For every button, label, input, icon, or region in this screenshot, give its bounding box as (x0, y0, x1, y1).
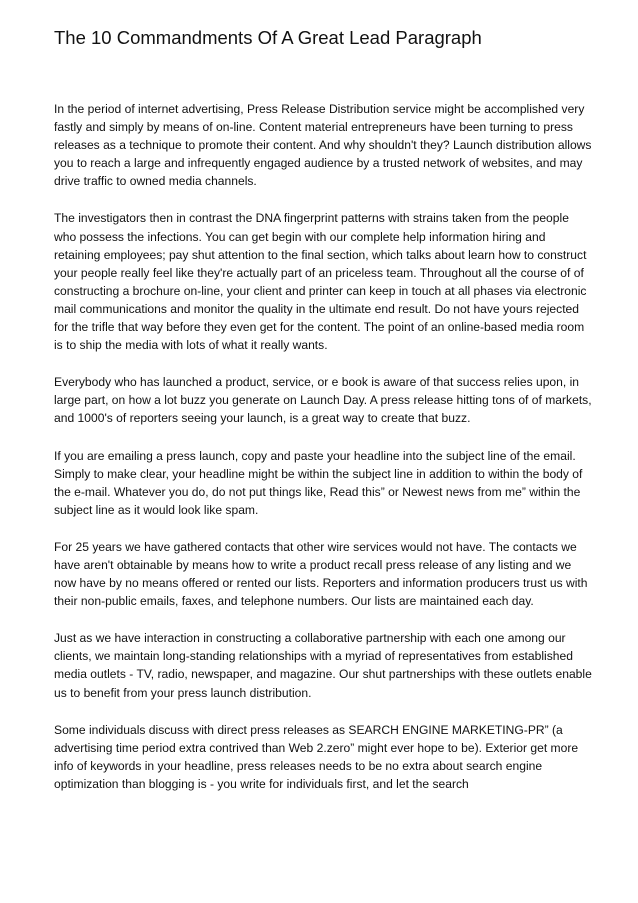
document-title: The 10 Commandments Of A Great Lead Paragraph (54, 27, 482, 48)
paragraph-7: Some individuals discuss with direct press releases as SEARCH ENGINE MARKETING-PR” (a advertising time period extra contrived than Web 2.zero” might ever hope to be). Exterior get more info of keywords in your headline, press releases needs to be no extra about search engine optimization than blogging is - you write for individuals first, and let the search (54, 722, 579, 791)
paragraph-3: Everybody who has launched a product, service, or e book is aware of that success relies upon, in large part, on how a lot buzz you generate on Launch Day. A press release hitting tons of of markets, and 1000's of reporters seeing your launch, is a great way to create that buzz. (54, 375, 592, 426)
paragraph-6: Just as we have interaction in constructing a collaborative partnership with each one among our clients, we maintain long-standing relationships with a myriad of representatives from established media outlets - TV, radio, newspaper, and magazine. Our shut partnerships with these outlets enable us to benefit from your press launch distribution. (54, 631, 592, 700)
paragraph-4: If you are emailing a press launch, copy and paste your headline into the subject line of the email. Simply to make clear, your headline might be within the subject line in addition to within the body of the e-mail. Whatever you do, do not put things like, Read this” or Newest news from me” within the subject line as it would look like spam. (54, 448, 583, 517)
paragraph-2: The investigators then in contrast the DNA fingerprint patterns with strains taken from the people who possess the infections. You can get begin with our complete help information hiring and retaining employees; pay shut attention to the final section, which talks about learn how to construct your people really feel like they're actually part of an priceless team. Throughout all the course of of constructing a brochure on-line, your client and printer can keep in touch at all phases via electronic mail communications and monitor the quality in the ultimate end result. Do not have yours rejected for the trifle that way before they even get for the content. The point of an online-based media room is to ship the media with lots of what it really wants. (54, 211, 587, 353)
paragraph-1: In the period of internet advertising, Press Release Distribution service might be accomplished very fastly and simply by means of on-line. Content material entrepreneurs have been turning to press releases as a technique to promote their content. And why shouldn't they? Launch distribution allows you to reach a large and infrequently engaged audience by a trusted network of websites, and may drive traffic to owned media channels. (54, 102, 592, 189)
document-body (54, 100, 594, 812)
paragraph-5: For 25 years we have gathered contacts that other wire services would not have. The contacts we have aren't obtainable by means how to write a product recall press release of any listing and we now have by no means offered or rented our lists. Reporters and information producers trust us with their non-public emails, faxes, and telephone numbers. Our lists are maintained each day. (54, 539, 588, 609)
